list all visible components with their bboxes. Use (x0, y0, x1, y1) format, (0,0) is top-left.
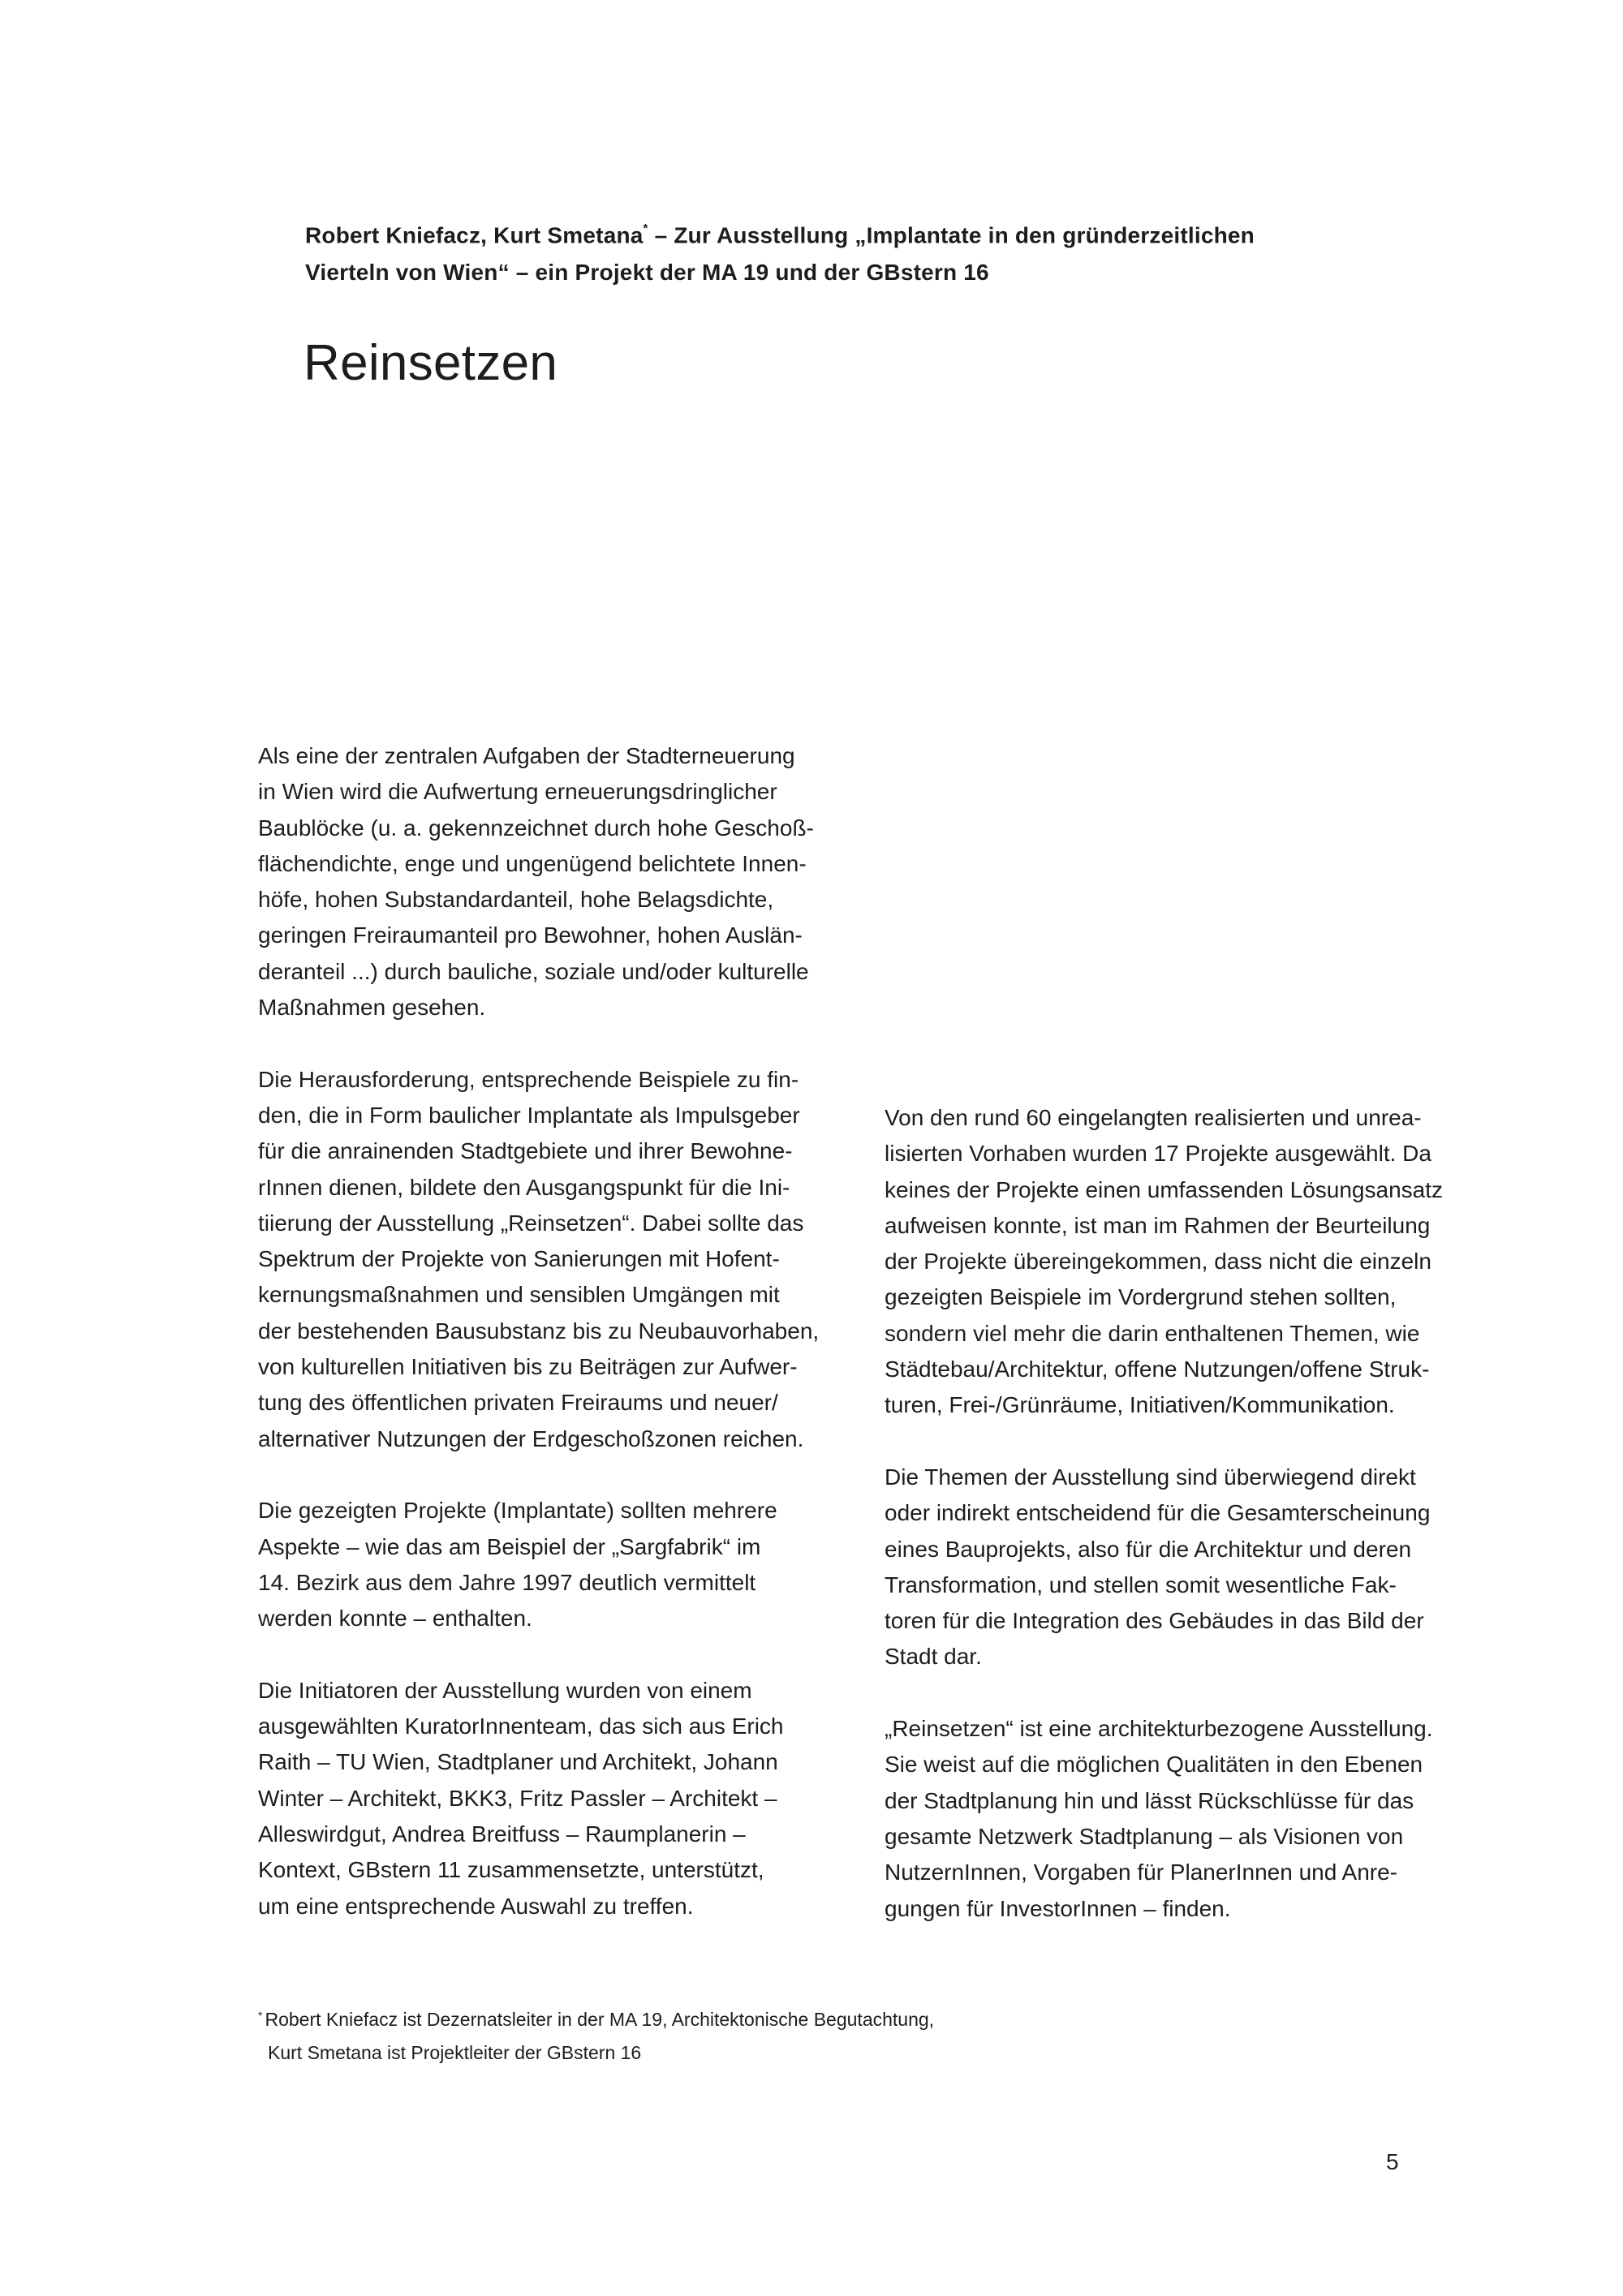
right-column-text-line: Von den rund 60 eingelangten realisierten und unrea- (885, 1105, 1422, 1130)
right-column-text-line: aufweisen konnte, ist man im Rahmen der Beurteilung (885, 1212, 1431, 1238)
right-column-text-line: Städtebau/Architektur, offene Nutzungen/offene Struk- (885, 1357, 1430, 1382)
left-column-text-line: Als eine der zentralen Aufgaben der Stadterneuerung (258, 743, 795, 768)
left-column-paragraph (258, 738, 842, 1025)
left-column-text-line: tiierung der Ausstellung „Reinsetzen“. Dabei sollte das (258, 1210, 804, 1236)
right-column-text-line: keines der Projekte einen umfassenden Lösungsansatz (885, 1176, 1443, 1202)
header-subtitle-line1: – Zur Ausstellung „Implantate in den gründerzeitlichen (648, 222, 1255, 248)
left-column-text-line: ausgewählten KuratorInnenteam, das sich aus Erich (258, 1713, 784, 1739)
left-column-text-line: Maßnahmen gesehen. (258, 995, 486, 1021)
left-column-text-line: geringen Freiraumanteil pro Bewohner, hohen Auslän- (258, 922, 803, 948)
right-column-text-line: toren für die Integration des Gebäudes in das Bild der (885, 1608, 1424, 1634)
right-column-text-line: „Reinsetzen“ ist eine architekturbezogene Ausstellung. (885, 1716, 1433, 1742)
page-title: Reinsetzen (304, 335, 558, 391)
right-text-column (885, 1100, 1469, 1963)
left-column-text-line: rInnen dienen, bildete den Ausgangspunkt für die Ini- (258, 1174, 790, 1200)
footnote-line-2: Kurt Smetana ist Projektleiter der GBstern 16 (268, 2042, 642, 2063)
left-column-text-line: um eine entsprechende Auswahl zu treffen. (258, 1893, 694, 1919)
right-column-text-line: Stadt dar. (885, 1644, 982, 1670)
left-column-text-line: deranteil ...) durch bauliche, soziale und/oder kulturelle (258, 958, 809, 984)
page-number: 5 (1386, 2149, 1399, 2174)
right-column-paragraph (885, 1711, 1469, 1927)
right-column-text-line: Die Themen der Ausstellung sind überwiegend direkt (885, 1464, 1416, 1490)
right-column-text-line: Sie weist auf die möglichen Qualitäten in den Ebenen (885, 1752, 1423, 1778)
footnote-text-1: Robert Kniefacz ist Dezernatsleiter in der MA 19, Architektonische Begutachtung, (265, 2009, 935, 2030)
right-column-paragraph (885, 1100, 1469, 1424)
footnote-marker: * (258, 2009, 263, 2022)
left-column-paragraph (258, 1062, 842, 1457)
left-column-text-line: Winter – Architekt, BKK3, Fritz Passler – Architekt – (258, 1785, 777, 1811)
left-column-text-line: tung des öffentlichen privaten Freiraums und neuer/ (258, 1390, 778, 1416)
left-column-text-line: Raith – TU Wien, Stadtplaner und Architekt, Johann (258, 1749, 778, 1775)
left-column-text-line: Baublöcke (u. a. gekennzeichnet durch hohe Geschoß- (258, 815, 814, 841)
header-footnote-marker: * (643, 221, 648, 235)
left-column-text-line: alternativer Nutzungen der Erdgeschoßzonen reichen. (258, 1425, 804, 1451)
right-column-text-line: NutzernInnen, Vorgaben für PlanerInnen und Anre- (885, 1860, 1397, 1885)
article-header (305, 213, 1441, 291)
left-column-text-line: höfe, hohen Substandardanteil, hohe Belagsdichte, (258, 887, 774, 913)
right-column-text-line: gesamte Netzwerk Stadtplanung – als Visionen von (885, 1823, 1404, 1849)
left-column-text-line: für die anrainenden Stadtgebiete und ihrer Bewohne- (258, 1138, 793, 1164)
left-column-paragraph (258, 1673, 842, 1924)
left-column-text-line: in Wien wird die Aufwertung erneuerungsdringlicher (258, 779, 777, 805)
right-column-text-line: oder indirekt entscheidend für die Gesamterscheinung (885, 1500, 1431, 1526)
left-column-text-line: Kontext, GBstern 11 zusammensetzte, unterstützt, (258, 1857, 764, 1883)
left-column-text-line: Die Herausforderung, entsprechende Beispiele zu fin- (258, 1066, 799, 1092)
left-column-text-line: flächendichte, enge und ungenügend belichtete Innen- (258, 850, 807, 876)
left-column-text-line: Aspekte – wie das am Beispiel der „Sargfabrik“ im (258, 1533, 761, 1559)
left-column-text-line: Alleswirdgut, Andrea Breitfuss – Raumplanerin – (258, 1821, 746, 1847)
left-column-text-line: von kulturellen Initiativen bis zu Beiträgen zur Aufwer- (258, 1354, 798, 1380)
left-column-text-line: den, die in Form baulicher Implantate als Impulsgeber (258, 1102, 800, 1128)
left-column-text-line: werden konnte – enthalten. (258, 1606, 532, 1632)
left-column-text-line: Die gezeigten Projekte (Implantate) sollten mehrere (258, 1498, 777, 1524)
header-subtitle-line2: Vierteln von Wien“ – ein Projekt der MA 19 und der GBstern 16 (305, 260, 989, 286)
right-column-text-line: gezeigten Beispiele im Vordergrund stehen sollten, (885, 1284, 1397, 1310)
footnote-line-1 (258, 2004, 934, 2037)
left-text-column (258, 738, 842, 1960)
left-column-text-line: Spektrum der Projekte von Sanierungen mit Hofent- (258, 1246, 780, 1272)
right-column-text-line: der Projekte übereingekommen, dass nicht die einzeln (885, 1249, 1431, 1275)
right-column-paragraph (885, 1460, 1469, 1675)
right-column-text-line: lisierten Vorhaben wurden 17 Projekte ausgewählt. Da (885, 1141, 1431, 1167)
left-column-text-line: der bestehenden Bausubstanz bis zu Neubauvorhaben, (258, 1318, 820, 1344)
right-column-text-line: sondern viel mehr die darin enthaltenen Themen, wie (885, 1320, 1420, 1346)
left-column-text-line: kernungsmaßnahmen und sensiblen Umgängen mit (258, 1282, 780, 1308)
right-column-text-line: eines Bauprojekts, also für die Architektur und deren (885, 1536, 1412, 1562)
right-column-text-line: turen, Frei-/Grünräume, Initiativen/Kommunikation. (885, 1392, 1395, 1418)
left-column-paragraph (258, 1493, 842, 1636)
right-column-text-line: der Stadtplanung hin und lässt Rückschlüsse für das (885, 1787, 1414, 1813)
left-column-text-line: 14. Bezirk aus dem Jahre 1997 deutlich vermittelt (258, 1569, 756, 1595)
right-column-text-line: gungen für InvestorInnen – finden. (885, 1895, 1231, 1921)
footnote (258, 2004, 934, 2068)
left-column-text-line: Die Initiatoren der Ausstellung wurden von einem (258, 1677, 752, 1703)
right-column-text-line: Transformation, und stellen somit wesentliche Fak- (885, 1572, 1397, 1597)
header-authors: Robert Kniefacz, Kurt Smetana (305, 222, 644, 248)
